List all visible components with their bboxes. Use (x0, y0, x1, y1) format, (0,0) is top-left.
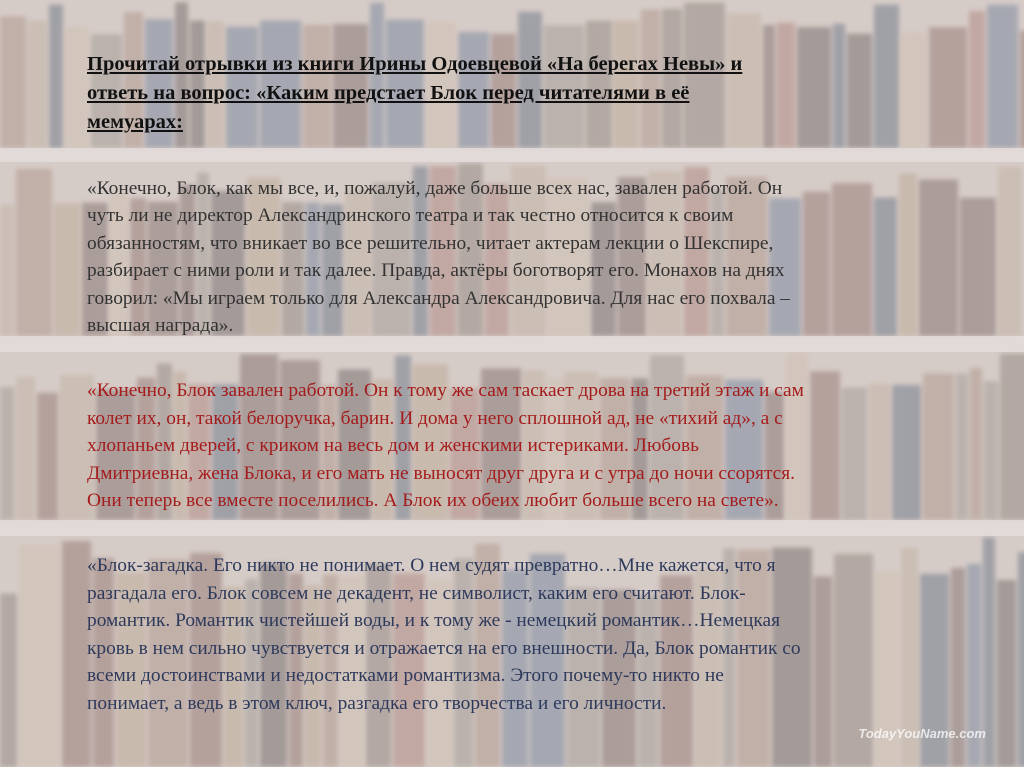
paragraph-line: «Конечно, Блок завален работой. Он к тому же сам таскает дрова на третий этаж и сам (87, 380, 804, 402)
quote-paragraph-2 (87, 377, 967, 514)
quote-paragraph-1 (87, 175, 967, 339)
slide-content (87, 50, 967, 755)
paragraph-line: Они теперь все вместе поселились. А Блок их обеих любит больше всего на свете». (87, 490, 779, 512)
slide-title (87, 50, 967, 137)
paragraph-line: хлопаньем дверей, с криком на весь дом и женскими истериками. Любовь (87, 435, 699, 457)
paragraph-line: всеми достоинствами и недостатками романтизма. Этого почему-то никто не (87, 665, 724, 687)
paragraph-line: колет их, он, такой белоручка, барин. И дома у него сплошной ад, не «тихий ад», а с (87, 407, 783, 429)
paragraph-line: высшая награда». (87, 315, 234, 337)
title-line: Прочитай отрывки из книги Ирины Одоевцевой «На берегах Невы» и (87, 53, 743, 75)
paragraph-line: обязанностям, что вникает во все решительно, читает актерам лекции о Шекспире, (87, 232, 774, 254)
quote-paragraph-3 (87, 552, 967, 716)
watermark-logo: TodayYouName.com (858, 726, 986, 741)
paragraph-line: понимает, а ведь в этом ключ, разгадка его творчества и его личности. (87, 692, 667, 714)
paragraph-line: кровь в нем сильно чувствуется и отражается на его внешности. Да, Блок романтик со (87, 637, 801, 659)
paragraph-line: чуть ли не директор Александринского театра и так честно относится к своим (87, 205, 734, 227)
title-line: ответь на вопрос: «Каким предстает Блок перед читателями в её (87, 82, 690, 104)
title-line: мемуарах: (87, 111, 183, 133)
paragraph-line: романтик. Романтик чистейшей воды, и к тому же - немецкий романтик…Немецкая (87, 610, 781, 632)
paragraph-line: разгадала его. Блок совсем не декадент, не символист, каким его считают. Блок- (87, 582, 746, 604)
paragraph-line: «Блок-загадка. Его никто не понимает. О нем судят превратно…Мне кажется, что я (87, 555, 776, 577)
paragraph-line: Дмитриевна, жена Блока, и его мать не выносят друг друга и с утра до ночи ссорятся. (87, 462, 796, 484)
paragraph-line: говорил: «Мы играем только для Александра Александровича. Для нас его похвала – (87, 287, 790, 309)
paragraph-line: разбирает с ними роли и так далее. Правда, актёры боготворят его. Монахов на днях (87, 260, 785, 282)
paragraph-line: «Конечно, Блок, как мы все, и, пожалуй, даже больше всех нас, завален работой. Он (87, 178, 783, 199)
